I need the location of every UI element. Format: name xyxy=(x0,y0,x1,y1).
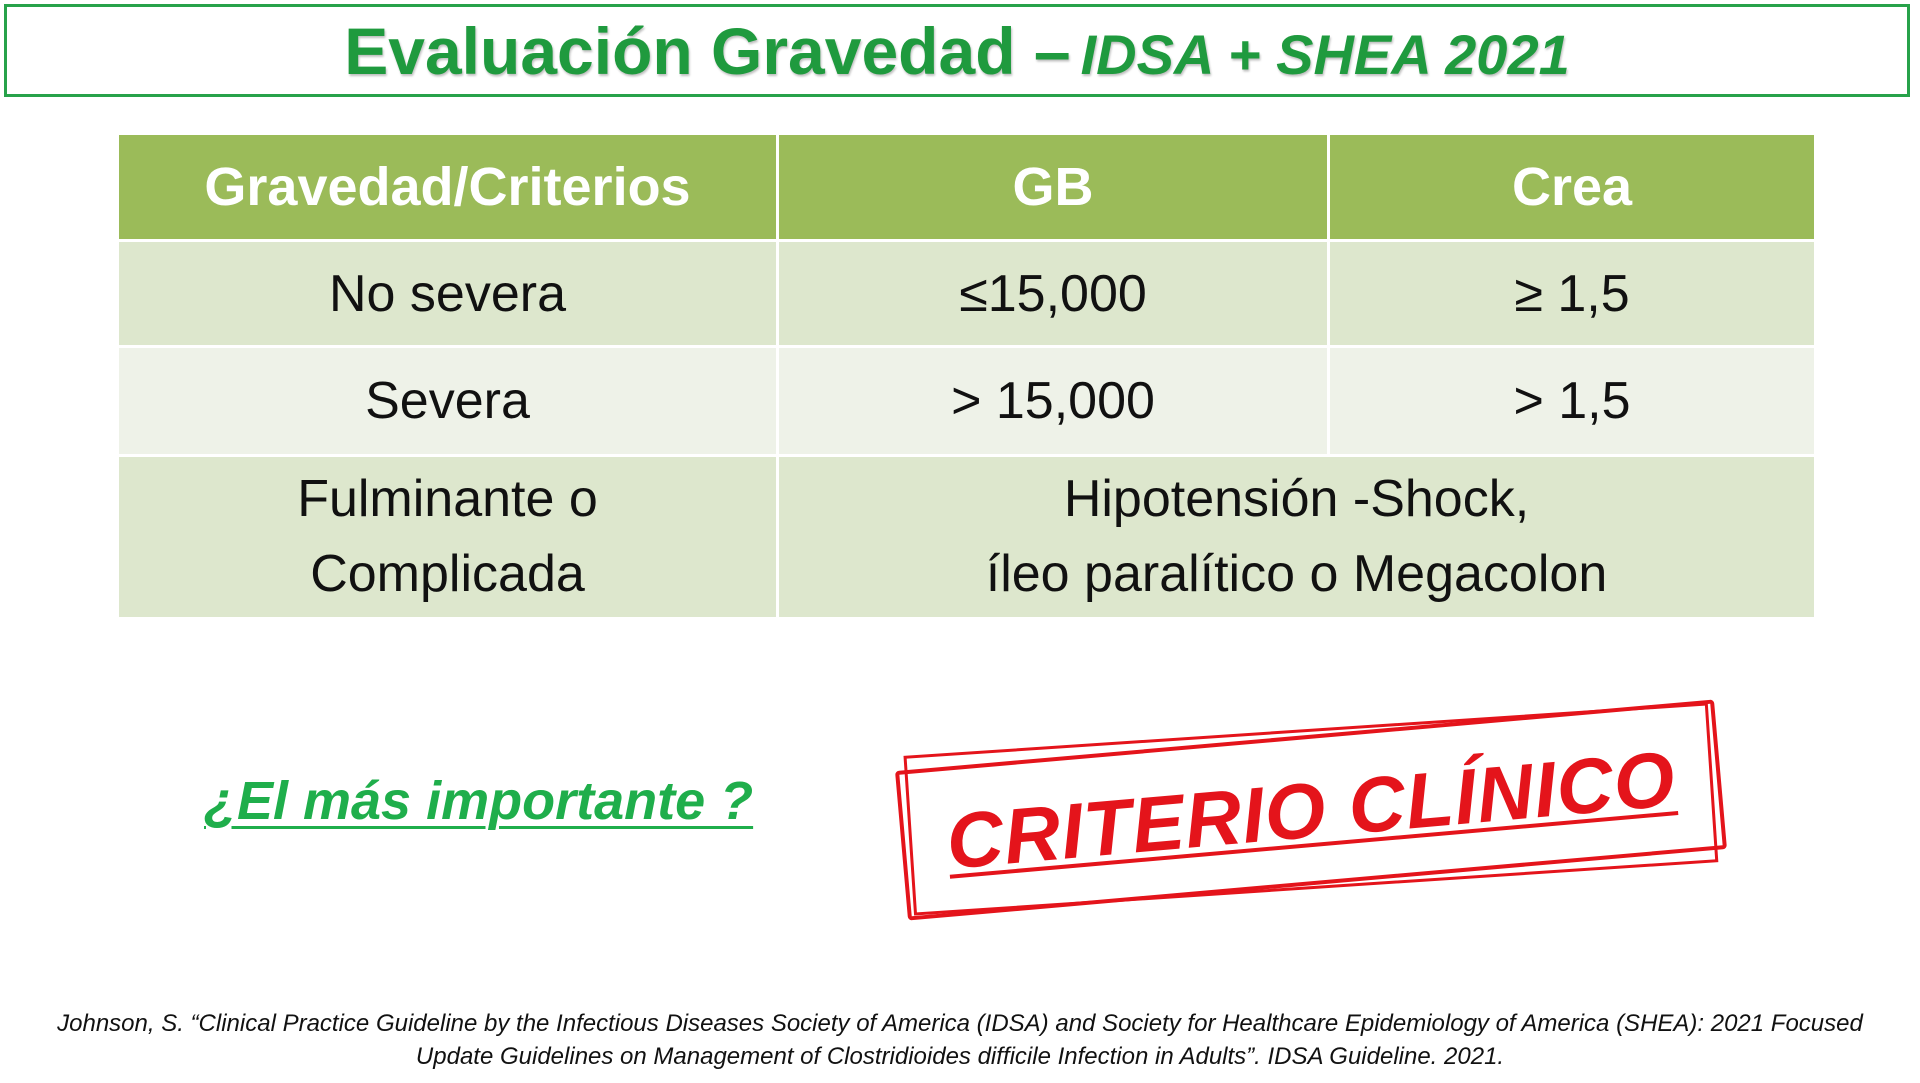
title-main: Evaluación Gravedad – xyxy=(344,13,1071,88)
title-subtitle: IDSA + SHEA 2021 xyxy=(1080,22,1570,86)
citation-line2: Update Guidelines on Management of Clostridioides difficile Infection in Adults”. IDSA Guideline. 2021. xyxy=(415,1043,1505,1071)
title-box xyxy=(4,4,1910,97)
gb-value: ≤15,000 xyxy=(778,241,1329,347)
header-crea: Crea xyxy=(1329,134,1816,241)
gb-value: > 15,000 xyxy=(778,347,1329,456)
crea-value: ≥ 1,5 xyxy=(1329,241,1816,347)
criterio-clinico-stamp xyxy=(895,699,1727,920)
citation-line1: Johnson, S. “Clinical Practice Guideline by the Infectious Diseases Society of America (IDSA) and Society for Healthcare Epidemiology of America (SHEA): 2021 Focused xyxy=(57,1010,1863,1037)
table-row xyxy=(118,241,1816,347)
table-header-row xyxy=(118,134,1816,241)
merged-criteria xyxy=(778,456,1816,619)
row-label-line1: Fulminante o xyxy=(297,469,598,528)
merged-criteria-line1: Hipotensión -Shock, xyxy=(1063,469,1530,528)
row-label: No severa xyxy=(118,241,778,347)
merged-criteria-line2: íleo paralítico o Megacolon xyxy=(985,545,1608,603)
header-gb: GB xyxy=(778,134,1329,241)
citation xyxy=(20,1007,1900,1073)
table-row xyxy=(118,456,1816,619)
slide-title xyxy=(344,13,1570,88)
row-label-line2: Complicada xyxy=(310,545,585,603)
severity-table xyxy=(116,132,1817,620)
crea-value: > 1,5 xyxy=(1329,347,1816,456)
table-row xyxy=(118,347,1816,456)
stamp-text: CRITERIO CLÍNICO xyxy=(943,733,1679,886)
row-label xyxy=(118,456,778,619)
header-severity-criteria: Gravedad/Criterios xyxy=(118,134,778,241)
question-text: ¿El más importante ? xyxy=(204,771,754,831)
row-label: Severa xyxy=(118,347,778,456)
